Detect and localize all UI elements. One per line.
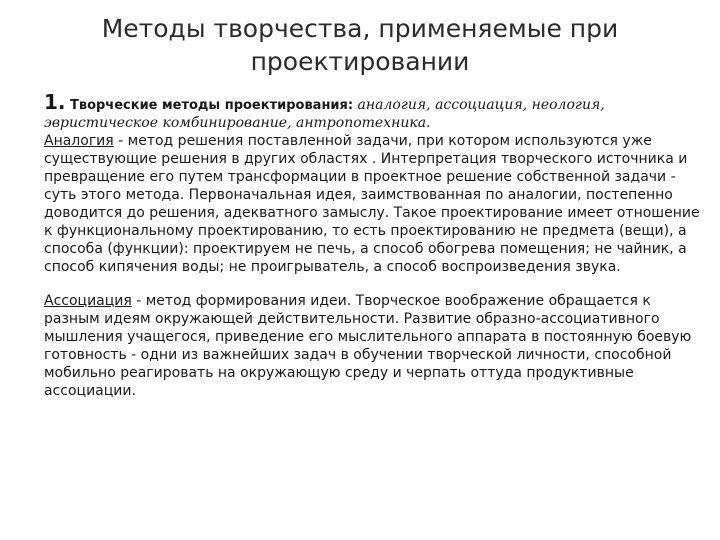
section-methods-part-1: аналогия, ассоциация, неология, <box>357 97 605 113</box>
association-text: - метод формирования идеи. Творческое воображение обращается к разным идеям окружающей действительности. Развитие образно-ассоциативного мышления учащегося, приведение его мыслительного аппарата в постоянную боевую готовность - одни из важнейших задач в обучении творческой личности, способной мобильно реагировать на окружающую среду и черпать оттуда продуктивные ассоциации. <box>44 293 692 399</box>
slide-title-line-2: проектировании <box>250 47 470 76</box>
section-number: 1. <box>44 90 66 114</box>
section-label: Творческие методы проектирования: <box>69 98 354 113</box>
paragraph-gap <box>44 276 708 292</box>
analogy-text: - метод решения поставленной задачи, при котором используются уже существующие решения в других областях . Интерпретация творческого источника и превращение его путем трансформации в проектное решение собственной задачи - суть этого метода. Первоначальная идея, заимствованная по аналогии, постепенно доводится до решения, адекватного замыслу. Такое проектирование имеет отношение к функциональному проектированию, то есть проектированию не предмета (вещи), а способа (функции): проектируем не печь, а способ обогрева помещения; не чайник, а способ кипячения воды; не проигрыватель, а способ воспроизведения звука. <box>44 133 700 275</box>
slide-title-line-1: Методы творчества, применяемые при <box>101 14 619 43</box>
association-term: Ассоциация <box>44 293 132 309</box>
section-heading <box>44 90 708 132</box>
section-lead <box>44 90 708 115</box>
analogy-term: Аналогия <box>44 133 114 149</box>
section-methods-part-2: эвристическое комбинирование, антропотехника. <box>44 115 431 131</box>
analogy-paragraph <box>44 132 708 276</box>
slide-body <box>44 90 708 400</box>
association-paragraph <box>44 292 708 400</box>
slide-title <box>60 12 660 78</box>
